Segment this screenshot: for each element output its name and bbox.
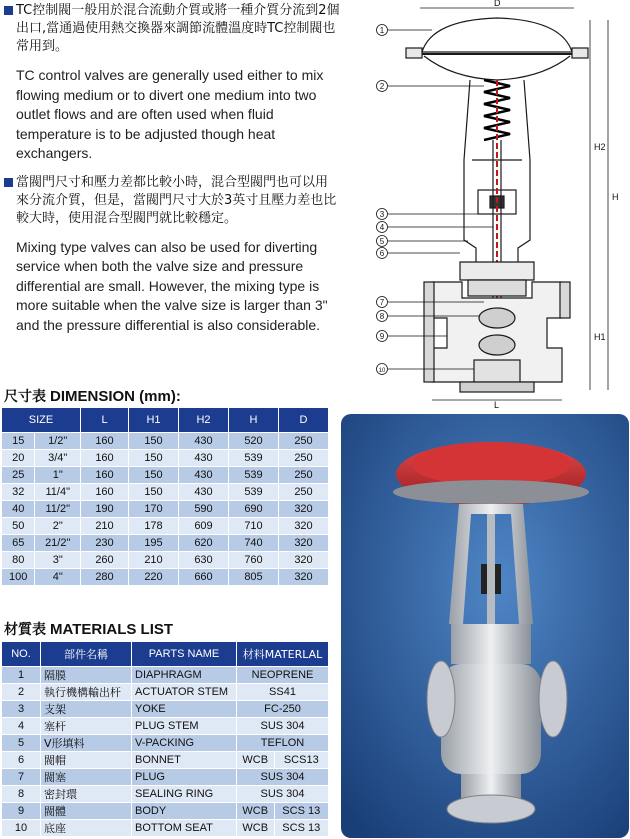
materials-cell: 10 (2, 820, 41, 837)
materials-cell: 閥塞 (41, 769, 132, 786)
dimension-cell: 250 (279, 467, 329, 484)
materials-cell: TEFLON (237, 735, 329, 752)
materials-cell: 8 (2, 786, 41, 803)
dimension-row (2, 484, 329, 501)
dimension-cell: 178 (129, 518, 179, 535)
materials-row (2, 786, 329, 803)
dimension-cell: 230 (81, 535, 129, 552)
materials-cell: WCB (237, 803, 275, 820)
dimension-cell: 170 (129, 501, 179, 518)
materials-row (2, 769, 329, 786)
dimension-cell: 50 (2, 518, 35, 535)
dimension-row (2, 518, 329, 535)
dimension-cell: 660 (179, 569, 229, 586)
materials-cell: SCS 13 (275, 803, 329, 820)
materials-cell: NEOPRENE (237, 667, 329, 684)
dimension-row (2, 501, 329, 518)
callout-number: 7 (379, 298, 385, 307)
materials-cell: WCB (237, 820, 275, 837)
materials-cell: 隔膜 (41, 667, 132, 684)
dimension-header-cell: SIZE (2, 408, 81, 433)
dimension-cell: 760 (229, 552, 279, 569)
dimension-cell: 20 (2, 450, 35, 467)
callout-number: 8 (379, 312, 385, 321)
intro-zh-2 (4, 174, 340, 228)
dimension-cell: 1/2" (35, 433, 81, 450)
dimension-cell: 520 (229, 433, 279, 450)
valve-section-drawing (372, 0, 622, 410)
materials-cell: BODY (132, 803, 237, 820)
dimension-cell: 430 (179, 450, 229, 467)
dimension-cell: 150 (129, 450, 179, 467)
materials-cell: BOTTOM SEAT (132, 820, 237, 837)
dimension-cell: 740 (229, 535, 279, 552)
dimension-cell: 11/2" (35, 501, 81, 518)
dimension-cell: 65 (2, 535, 35, 552)
intro-en-1: TC control valves are generally used either to mix flowing medium or to divert one medium into two outlet flows and are often used when fluid temperature is to be adjusted though heat exchangers. (16, 67, 324, 161)
dimension-cell: 25 (2, 467, 35, 484)
dimension-cell: 160 (81, 433, 129, 450)
dimension-cell: 150 (129, 433, 179, 450)
dimension-cell: 220 (129, 569, 179, 586)
materials-cell: WCB (237, 752, 275, 769)
dimension-title-en: DIMENSION (mm): (50, 388, 181, 405)
materials-cell: 閥帽 (41, 752, 132, 769)
materials-cell: 底座 (41, 820, 132, 837)
dimension-title-zh: 尺寸表 (4, 389, 46, 405)
materials-cell: SEALING RING (132, 786, 237, 803)
dimension-cell: 539 (229, 467, 279, 484)
dimension-cell: 100 (2, 569, 35, 586)
dimension-cell: 620 (179, 535, 229, 552)
materials-header-cell: 部件名稱 (41, 642, 132, 667)
materials-cell: 3 (2, 701, 41, 718)
dimension-cell: 160 (81, 484, 129, 501)
dim-label-h: H (612, 192, 619, 202)
bullet-icon (4, 6, 13, 15)
dimension-row (2, 450, 329, 467)
dimension-cell: 320 (279, 569, 329, 586)
dimension-cell: 150 (129, 467, 179, 484)
dimension-cell: 320 (279, 552, 329, 569)
dimension-cell: 80 (2, 552, 35, 569)
intro-zh-1 (4, 2, 340, 56)
materials-header-cell: 材料MATERLAL (237, 642, 329, 667)
materials-cell: 支架 (41, 701, 132, 718)
intro-text (4, 2, 340, 335)
dimension-table (2, 408, 329, 586)
dimension-row (2, 433, 329, 450)
callout-number: 3 (379, 210, 385, 219)
dimension-cell: 210 (129, 552, 179, 569)
dimension-cell: 1" (35, 467, 81, 484)
dimension-cell: 430 (179, 433, 229, 450)
dimension-header-cell: H1 (129, 408, 179, 433)
dimension-cell: 320 (279, 535, 329, 552)
dimension-cell: 190 (81, 501, 129, 518)
dimension-cell: 4" (35, 569, 81, 586)
dimension-title (4, 386, 181, 406)
dimension-header-row (2, 408, 329, 433)
dim-label-l: L (494, 400, 500, 410)
materials-cell: ACTUATOR STEM (132, 684, 237, 701)
materials-row (2, 752, 329, 769)
materials-cell: 7 (2, 769, 41, 786)
materials-cell: BONNET (132, 752, 237, 769)
intro-zh-2-text: 當閥門尺寸和壓力差都比較小時，混合型閥門也可以用來分流介質，但是，當閥門尺寸大於3英寸且壓力差也比較大時，使用混合型閥門就比較穩定。 (16, 174, 337, 226)
dimension-cell: 32 (2, 484, 35, 501)
materials-cell: DIAPHRAGM (132, 667, 237, 684)
materials-cell: V-PACKING (132, 735, 237, 752)
materials-cell: 4 (2, 718, 41, 735)
callout-number: 2 (379, 82, 385, 91)
dimension-row (2, 569, 329, 586)
materials-cell: V形填料 (41, 735, 132, 752)
materials-cell: SUS 304 (237, 786, 329, 803)
callout-number: 4 (379, 223, 385, 232)
materials-cell: 5 (2, 735, 41, 752)
dimension-header-cell: D (279, 408, 329, 433)
dimension-cell: 15 (2, 433, 35, 450)
dimension-cell: 160 (81, 467, 129, 484)
dimension-header-cell: H2 (179, 408, 229, 433)
materials-row (2, 667, 329, 684)
valve-photo (341, 414, 629, 838)
dimension-cell: 609 (179, 518, 229, 535)
materials-cell: SUS 304 (237, 718, 329, 735)
dimension-cell: 3" (35, 552, 81, 569)
dimension-header-cell: H (229, 408, 279, 433)
materials-title (4, 619, 173, 639)
dimension-cell: 280 (81, 569, 129, 586)
dimension-cell: 430 (179, 467, 229, 484)
materials-cell: 9 (2, 803, 41, 820)
callout-number: 1 (379, 26, 385, 35)
dimension-cell: 250 (279, 450, 329, 467)
dim-label-d: D (494, 0, 501, 8)
materials-header-row (2, 642, 329, 667)
dimension-cell: 260 (81, 552, 129, 569)
dimension-cell: 3/4" (35, 450, 81, 467)
callout-number: 9 (379, 332, 385, 341)
materials-header-cell: NO. (2, 642, 41, 667)
materials-cell: SUS 304 (237, 769, 329, 786)
materials-cell: SS41 (237, 684, 329, 701)
materials-cell: FC-250 (237, 701, 329, 718)
dimension-cell: 40 (2, 501, 35, 518)
intro-zh-1-text: TC控制閥一般用於混合流動介質或將一種介質分流到2個出口,當通過使用熱交換器來調節流體溫度時TC控制閥也常用到。 (16, 3, 340, 54)
materials-cell: 1 (2, 667, 41, 684)
dimension-cell: 539 (229, 484, 279, 501)
dimension-cell: 210 (81, 518, 129, 535)
dimension-cell: 710 (229, 518, 279, 535)
dimension-cell: 320 (279, 501, 329, 518)
materials-cell: PLUG STEM (132, 718, 237, 735)
dimension-cell: 250 (279, 433, 329, 450)
dimension-cell: 630 (179, 552, 229, 569)
materials-row (2, 718, 329, 735)
dim-label-h2: H2 (594, 142, 606, 152)
dimension-cell: 690 (229, 501, 279, 518)
materials-title-zh: 材質表 (4, 622, 46, 638)
bullet-icon (4, 178, 13, 187)
dimension-cell: 320 (279, 518, 329, 535)
materials-cell: 執行機構輸出杆 (41, 684, 132, 701)
intro-en-2: Mixing type valves can also be used for diverting service when both the valve size and pressure differential are small. However, the mixing type is more suitable when the valve size is larger than 3" and the pressure differential is also considerable. (16, 238, 328, 333)
dimension-cell: 2" (35, 518, 81, 535)
dimension-cell: 539 (229, 450, 279, 467)
materials-table (2, 642, 329, 837)
dimension-header-cell: L (81, 408, 129, 433)
materials-row (2, 735, 329, 752)
materials-cell: 閥體 (41, 803, 132, 820)
materials-cell: YOKE (132, 701, 237, 718)
dimension-row (2, 467, 329, 484)
materials-cell: 密封環 (41, 786, 132, 803)
dimension-cell: 250 (279, 484, 329, 501)
dim-label-h1: H1 (594, 332, 606, 342)
callout-number: 5 (379, 237, 385, 246)
materials-row (2, 803, 329, 820)
materials-header-cell: PARTS NAME (132, 642, 237, 667)
materials-cell: 6 (2, 752, 41, 769)
dimension-row (2, 535, 329, 552)
materials-cell: SCS 13 (275, 820, 329, 837)
callout-number: 6 (379, 249, 385, 258)
callout-number: 10 (378, 368, 386, 374)
dimension-cell: 21/2" (35, 535, 81, 552)
materials-row (2, 820, 329, 837)
materials-cell: PLUG (132, 769, 237, 786)
dimension-cell: 430 (179, 484, 229, 501)
materials-cell: 2 (2, 684, 41, 701)
dimension-cell: 160 (81, 450, 129, 467)
dimension-cell: 11/4" (35, 484, 81, 501)
materials-cell: 塞杆 (41, 718, 132, 735)
materials-row (2, 701, 329, 718)
dimension-cell: 590 (179, 501, 229, 518)
dimension-cell: 195 (129, 535, 179, 552)
dimension-cell: 805 (229, 569, 279, 586)
dimension-row (2, 552, 329, 569)
materials-row (2, 684, 329, 701)
materials-cell: SCS13 (275, 752, 329, 769)
dimension-cell: 150 (129, 484, 179, 501)
materials-title-en: MATERIALS LIST (50, 621, 174, 638)
